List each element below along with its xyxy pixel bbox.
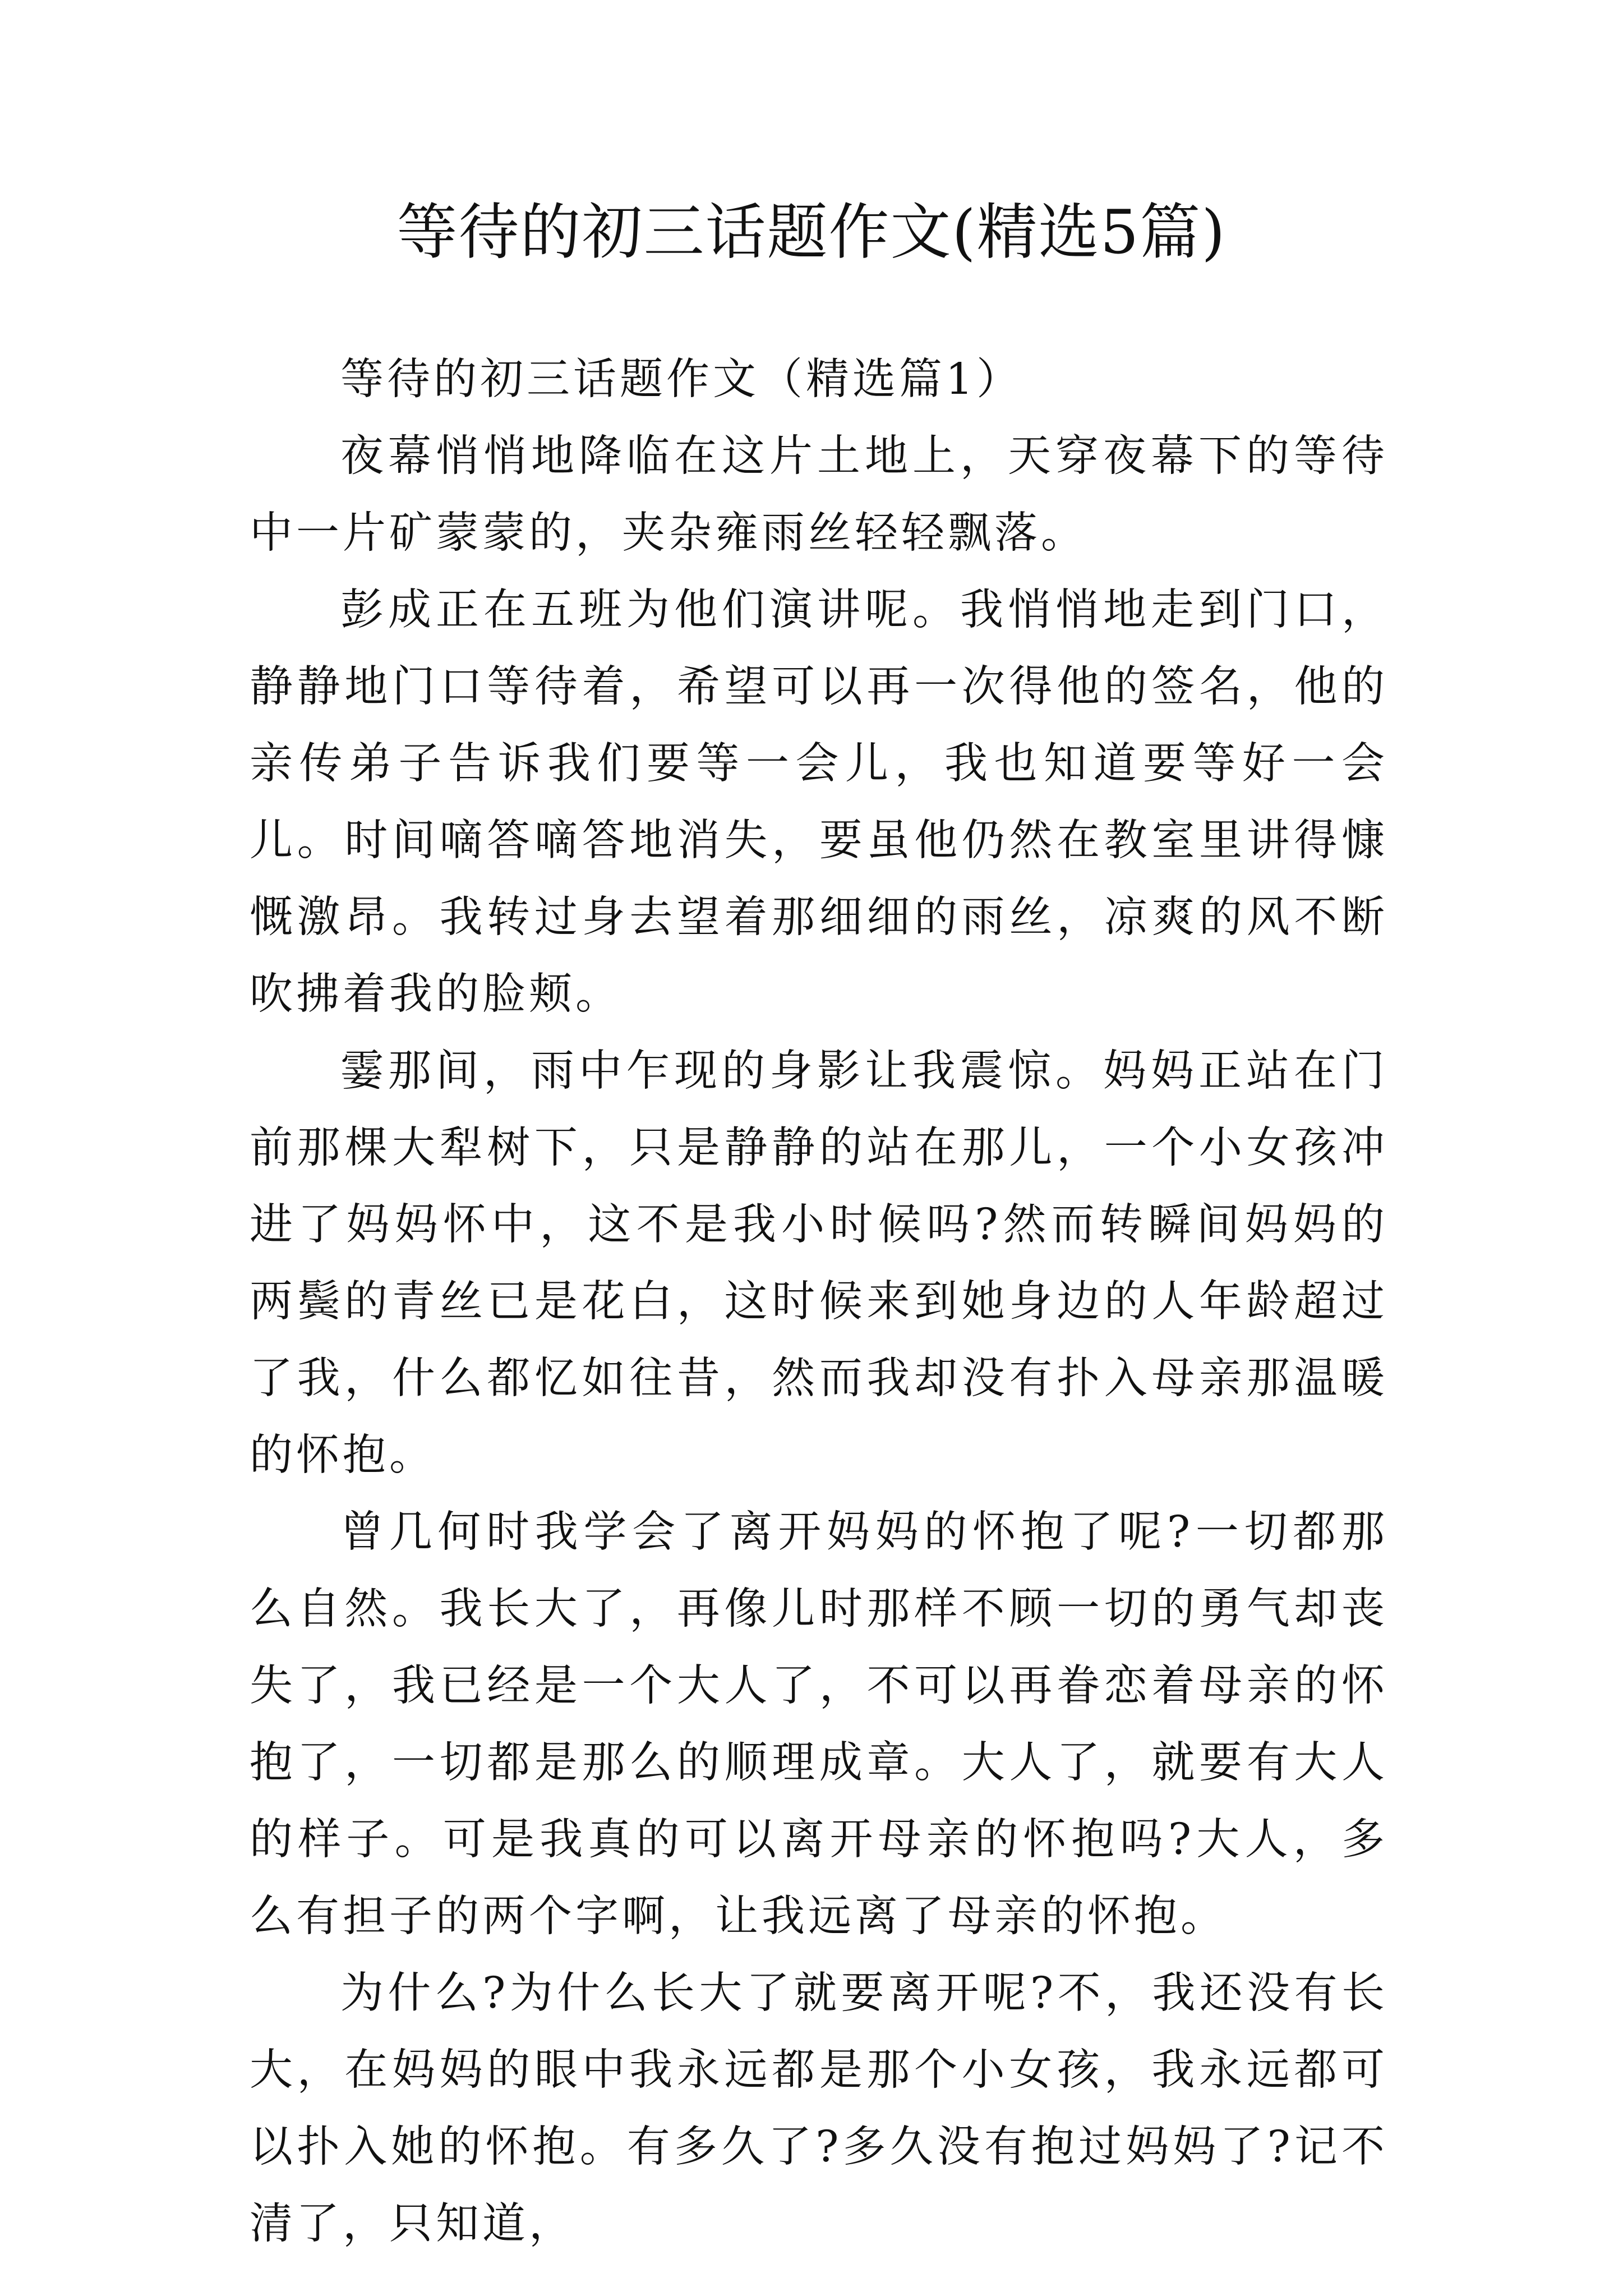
body-paragraph: 霎那间，雨中乍现的身影让我震惊。妈妈正站在门前那棵大犁树下，只是静静的站在那儿，一个小女孩冲进了妈妈怀中，这不是我小时候吗?然而转瞬间妈妈的两鬓的青丝已是花白，这时候来到她身边的人年龄超过了我，什么都忆如往昔，然而我却没有扑入母亲那温暖的怀抱。 (250, 1046, 1388, 1480)
body-paragraph: 夜幕悄悄地降临在这片土地上，天穿夜幕下的等待中一片矿蒙蒙的，夹杂雍雨丝轻轻飘落。 (250, 431, 1388, 558)
section-heading: 等待的初三话题作文（精选篇1） (340, 355, 1023, 404)
document-body (250, 341, 1388, 2262)
body-paragraph: 为什么?为什么长大了就要离开呢?不，我还没有长大，在妈妈的眼中我永远都是那个小女孩，我永远都可以扑入她的怀抱。有多久了?多久没有抱过妈妈了?记不清了，只知道， (250, 1968, 1388, 2249)
body-paragraph: 彭成正在五班为他们演讲呢。我悄悄地走到门口，静静地门口等待着，希望可以再一次得他的签名，他的亲传弟子告诉我们要等一会儿，我也知道要等好一会儿。时间嘀答嘀答地消失，要虽他仍然在教室里讲得慷慨激昂。我转过身去望着那细细的雨丝，凉爽的风不断吹拂着我的脸颊。 (250, 585, 1388, 1019)
body-paragraph: 曾几何时我学会了离开妈妈的怀抱了呢?一切都那么自然。我长大了，再像儿时那样不顾一切的勇气却丧失了，我已经是一个大人了，不可以再眷恋着母亲的怀抱了，一切都是那么的顺理成章。大人了，就要有大人的样子。可是我真的可以离开母亲的怀抱吗?大人，多么有担子的两个字啊，让我远离了母亲的怀抱。 (250, 1507, 1388, 1941)
document-title: 等待的初三话题作文(精选5篇) (396, 197, 1227, 268)
